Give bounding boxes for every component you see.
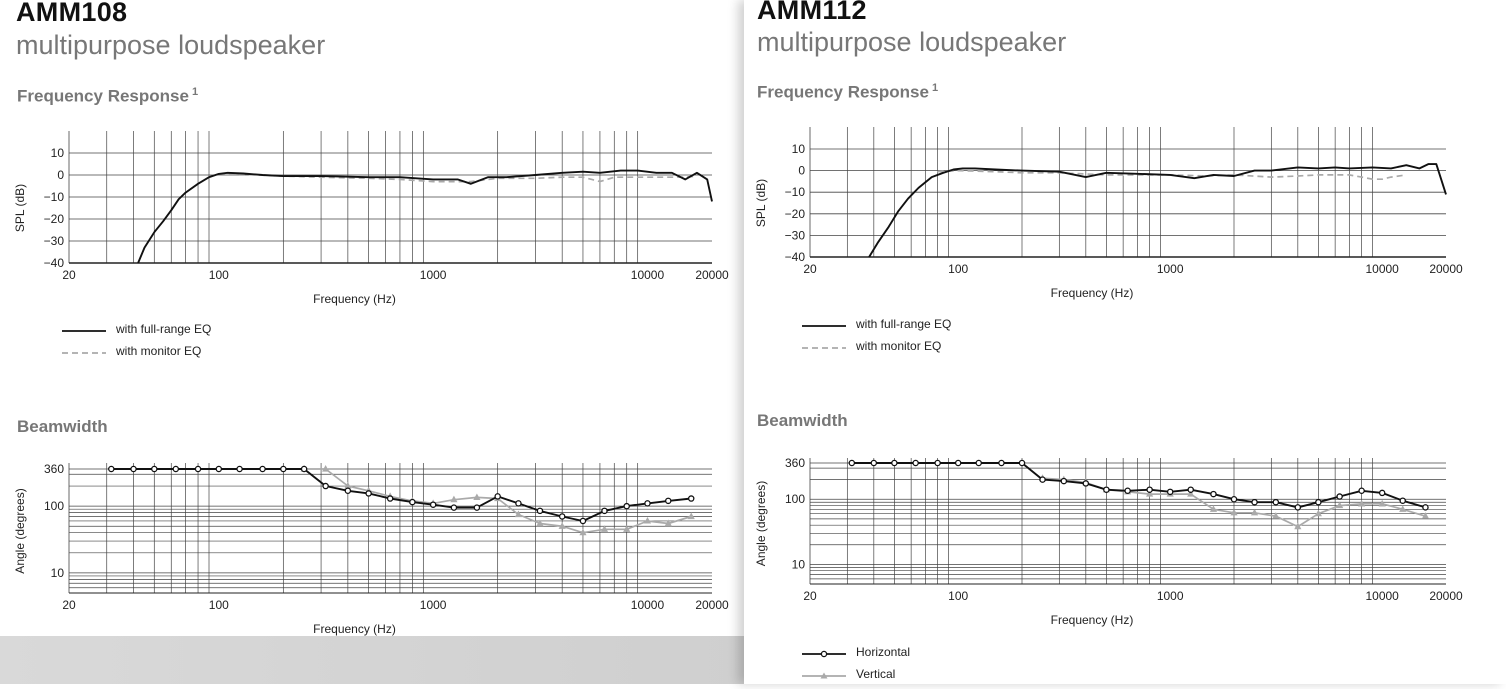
amm108-beamwidth-chart: [0, 0, 744, 640]
y-tick-label: 0: [798, 163, 805, 178]
data-point-circle: [624, 504, 629, 509]
data-point-triangle: [644, 517, 651, 524]
y-tick-label: 100: [43, 499, 64, 514]
x-tick-label: 20: [62, 268, 76, 282]
x-tick-label: 100: [208, 268, 229, 282]
legend-full-range-label: with full-range EQ: [116, 322, 212, 336]
y-tick-label: 360: [784, 456, 805, 470]
x-tick-label: 1000: [419, 598, 447, 612]
data-point-circle: [849, 460, 854, 465]
data-point-circle: [495, 494, 500, 499]
data-point-circle: [260, 466, 265, 471]
legend-monitor-label: with monitor EQ: [116, 344, 202, 358]
data-point-circle: [323, 483, 328, 488]
data-point-circle: [1380, 490, 1385, 495]
data-point-circle: [431, 502, 436, 507]
data-point-circle: [537, 508, 542, 513]
x-tick-label: 1000: [1156, 589, 1184, 603]
legend-vertical-label: Vertical: [856, 667, 896, 681]
x-tick-label: 10000: [630, 268, 665, 282]
data-point-circle: [1337, 494, 1342, 499]
data-point-circle: [1188, 487, 1193, 492]
legend-monitor-label: with monitor EQ: [856, 339, 942, 353]
legend-full-range-label: with full-range EQ: [856, 317, 952, 331]
x-tick-label: 20000: [695, 268, 729, 282]
data-point-circle: [1231, 497, 1236, 502]
data-point-circle: [1359, 488, 1364, 493]
amm112-footnote-marker: 1: [931, 82, 939, 94]
data-point-circle: [345, 488, 350, 493]
data-point-circle: [976, 460, 981, 465]
amm112-freq-title-text: Frequency Response: [757, 82, 929, 102]
data-point-circle: [302, 466, 307, 471]
data-point-circle: [1295, 505, 1300, 510]
y-axis-label: Angle (degrees): [13, 488, 27, 574]
grid: [810, 458, 1446, 584]
data-point-circle: [935, 460, 940, 465]
amm112-beamwidth-chart: [744, 0, 1506, 640]
data-point-circle: [666, 498, 671, 503]
data-point-circle: [1083, 481, 1088, 486]
data-point-circle: [451, 505, 456, 510]
y-tick-label: 360: [43, 462, 64, 476]
x-tick-label: 10000: [1365, 589, 1399, 603]
data-point-circle: [1273, 500, 1278, 505]
x-tick-label: 100: [948, 262, 969, 276]
data-point-circle: [645, 501, 650, 506]
amm112-model-title: AMM112: [757, 0, 867, 25]
data-point-circle: [1147, 487, 1152, 492]
y-tick-label: 100: [784, 492, 805, 507]
data-point-circle: [892, 460, 897, 465]
legend-horizontal-label: Horizontal: [856, 645, 911, 659]
y-tick-label: 0: [57, 168, 64, 182]
data-point-circle: [1104, 487, 1109, 492]
data-point-circle: [388, 496, 393, 501]
y-tick-label: 10: [50, 565, 64, 580]
series-horizontal: [109, 466, 694, 523]
legend-circle-line-swatch: [802, 648, 848, 660]
x-axis-label: Frequency (Hz): [1050, 286, 1134, 300]
data-point-circle: [560, 514, 565, 519]
data-point-circle: [602, 508, 607, 513]
data-point-circle: [1125, 488, 1130, 493]
grid: [69, 463, 712, 593]
data-point-circle: [516, 501, 521, 506]
amm108-panel: [0, 0, 744, 684]
x-tick-label: 10000: [1365, 262, 1399, 276]
amm108-freq-title-text: Frequency Response: [17, 86, 189, 106]
data-point-circle: [195, 466, 200, 471]
data-point-circle: [913, 460, 918, 465]
x-tick-label: 20: [803, 589, 817, 603]
y-tick-label: −40: [784, 250, 805, 264]
amm112-beam-section-title: Beamwidth: [757, 411, 848, 430]
y-tick-label: 10: [50, 146, 64, 160]
x-tick-label: 100: [208, 598, 229, 612]
data-point-circle: [281, 466, 286, 471]
data-point-circle: [580, 518, 585, 523]
x-tick-label: 1000: [419, 268, 447, 282]
data-point-triangle: [1210, 505, 1217, 512]
data-point-circle: [1252, 500, 1257, 505]
y-tick-label: −30: [43, 234, 64, 248]
data-point-triangle: [688, 512, 695, 519]
x-tick-label: 20: [803, 262, 817, 276]
x-tick-label: 20000: [1429, 262, 1463, 276]
data-point-circle: [109, 466, 114, 471]
data-point-circle: [871, 460, 876, 465]
y-tick-label: 10: [791, 142, 805, 156]
amm112-panel: [744, 0, 1506, 684]
y-axis-label: Angle (degrees): [754, 480, 768, 567]
x-tick-label: 20: [62, 598, 76, 612]
x-axis-label: Frequency (Hz): [1050, 613, 1134, 627]
data-point-circle: [1423, 505, 1428, 510]
data-point-circle: [237, 466, 242, 471]
amm108-subtitle: multipurpose loudspeaker: [16, 30, 326, 60]
y-tick-label: −30: [784, 228, 805, 243]
data-point-circle: [152, 466, 157, 471]
data-point-triangle: [515, 510, 522, 517]
y-tick-label: −20: [784, 206, 805, 221]
y-tick-label: −10: [784, 185, 805, 200]
amm112-subtitle: multipurpose loudspeaker: [757, 27, 1067, 57]
data-point-circle: [474, 505, 479, 510]
left-panel-footer-bar: [0, 636, 744, 684]
x-axis-label: Frequency (Hz): [313, 292, 396, 306]
data-point-circle: [999, 460, 1004, 465]
data-point-circle: [1061, 478, 1066, 483]
data-point-circle: [1040, 477, 1045, 482]
y-tick-label: −40: [43, 256, 64, 270]
data-point-circle: [689, 496, 694, 501]
data-point-circle: [1019, 460, 1024, 465]
amm108-beam-section-title: Beamwidth: [17, 417, 108, 436]
y-axis-label: SPL (dB): [13, 183, 27, 233]
data-point-circle: [1211, 491, 1216, 496]
y-tick-label: −20: [43, 212, 64, 226]
data-point-circle: [173, 466, 178, 471]
x-axis-label: Frequency (Hz): [313, 622, 396, 636]
y-tick-label: −10: [43, 190, 64, 204]
x-tick-label: 20000: [1429, 589, 1463, 603]
data-point-circle: [366, 491, 371, 496]
amm108-model-title: AMM108: [16, 0, 128, 27]
data-point-circle: [1400, 498, 1405, 503]
data-point-circle: [131, 466, 136, 471]
x-tick-label: 100: [948, 589, 969, 603]
x-tick-label: 20000: [695, 598, 729, 612]
y-tick-label: 10: [791, 557, 805, 572]
y-axis-label: SPL (dB): [754, 178, 768, 228]
legend-triangle-line-swatch: [802, 670, 848, 682]
data-point-circle: [956, 460, 961, 465]
x-tick-label: 10000: [630, 598, 665, 612]
data-point-circle: [1316, 500, 1321, 505]
data-point-circle: [216, 466, 221, 471]
data-point-circle: [410, 499, 415, 504]
data-point-circle: [1168, 489, 1173, 494]
amm108-footnote-marker: 1: [191, 86, 199, 98]
x-tick-label: 1000: [1156, 262, 1184, 276]
